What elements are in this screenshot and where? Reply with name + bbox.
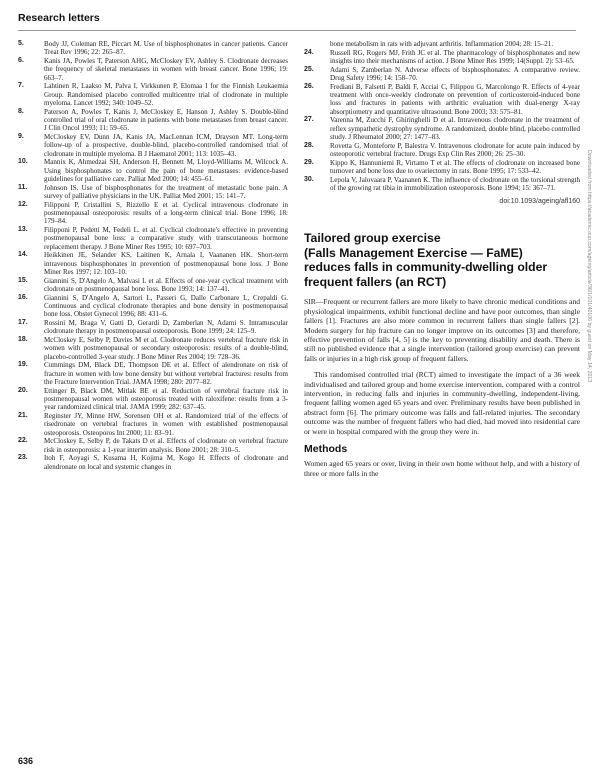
reference-number: 23. <box>18 454 28 462</box>
reference-text: Filipponi P, Pedetti M, Fedeli L. et al. Cyclical clodronate's effective in preventing postmenopausal bone loss: a comparative study with transcutaneous hormone replacement therapy. J Bone Miner Res 1995; 10: 697–703. <box>44 226 288 251</box>
reference-text: Filipponi P, Cristallini S, Rizzello E et al. Cyclical intravenous clodronate in postmenopausal osteoporosis: results of a long-term clinical trial. Bone 1996; 18: 179–84. <box>44 200 288 226</box>
reference-text: Cummings DM, Black DE, Thompson DE et al. Effect of alendronate on risk of fracture in women with low bone density but without vertebral fractures: results from the Fracture Intervention Trial. JAMA 1998; 280: 2077–82. <box>44 361 288 386</box>
reference-number: 19. <box>18 361 28 369</box>
reference-item <box>18 277 288 294</box>
reference-number: 25. <box>304 65 314 73</box>
reference-number: 7. <box>18 82 24 90</box>
reference-text: Ettinger B, Black DM, Mitlak BE et al. Reduction of vertebral fracture risk in postmenopausal women with osteoporosis treated with raloxifene: results from a 3-year randomized clinical trial. JAMA 1999; 282: 637–45. <box>44 386 288 412</box>
reference-number: 5. <box>18 40 24 47</box>
reference-text: Johnson IS. Use of bisphosphonates for the treatment of metastatic bone pain. A survey of palliative physicians in the UK. Palliat Med 2001; 15: 141–7. <box>44 183 288 200</box>
reference-text: Giannini S, D'Angelo A, Sartori L, Passeri G, Dalle Carbonare L, Crepaldi G. Continuous and cyclical clodronate therapies and bone density in postmenopausal bone loss. Obstet Gynecol 1996; 88: 431–6. <box>44 293 288 319</box>
reference-number: 15. <box>18 276 28 284</box>
letter-title-line: frequent fallers (an RCT) <box>304 274 447 289</box>
letter-paragraph: SIR—Frequent or recurrent fallers are more likely to have chronic medical conditions and physiological impairments, exhibit functional decline and have poor outcomes, than single fallers [1]. Fractures are also more common in recurrent fallers than single fallers [2]. Modern surgery for hip fracture can no longer improve on its outcomes [3] and therefore, effective prevention of falls [4, 5] is the key to preventing disability and death. There is still no published evidence that a single intervention (tailored group exercise) can prevent falls or injuries in a high risk group of frequent fallers. <box>304 297 580 363</box>
letter-title-line: reduces falls in community-dwelling older <box>304 260 548 275</box>
reference-number: 22. <box>18 437 28 445</box>
header-divider <box>18 30 576 31</box>
reference-text: Paterson A, Powles T, Kanis J, McCloskey E, Hanson J, Ashley S. Double-blind controlled trial of oral clodronate in patients with bone metastases from breast cancer. J Clin Oncol 1993; 11: 59–65. <box>44 107 288 133</box>
reference-item <box>18 361 288 386</box>
reference-text: Heikkinen JE, Selander KS, Laitinen K, Arnala I, Vaananen HK. Short-term intravenous bisphosphonates in prevention of postmenopausal bone loss. J Bone Miner Res 1997; 12: 103–10. <box>44 251 288 276</box>
reference-item <box>18 40 288 57</box>
reference-number: 29. <box>304 158 314 166</box>
reference-text: Rossini M, Braga V, Gatti D, Gerardi D, Zamberlan N, Adami S. Intramuscular clodronate therapy in postmenopausal osteoporosis. Bone 1999; 24: 125–9. <box>44 319 288 336</box>
reference-number: 10. <box>18 158 28 166</box>
reference-text: Adami S, Zamberlan N. Adverse effects of bisphosphonates: A comparative review. Drug Safety 1996; 14: 158–70. <box>330 65 580 83</box>
reference-item <box>18 57 288 82</box>
methods-paragraph: Women aged 65 years or over, living in their own home without help, and with a history of three or more falls in the <box>304 459 580 478</box>
reference-number: 18. <box>18 336 28 344</box>
reference-number: 9. <box>18 133 24 141</box>
reference-number: 17. <box>18 319 28 327</box>
reference-item <box>18 108 288 133</box>
reference-item <box>18 201 288 226</box>
reference-item <box>18 294 288 319</box>
reference-text: Kippo K, Hannuniemi R, Virtamo T et al. The effects of clodronate on increased bone turnover and bone loss due to ovariectomy in rats. Bone 1995; 17: 533–42. <box>330 158 580 176</box>
reference-text: McCloskey EV, Dunn JA, Kanis JA, MacLennan ICM, Drayson MT. Long-term follow-up of a prospective, double-blind, placebo-controlled randomised trial of clodronate in multiple myeloma. B J Haematol 2001; 113: 1035–43. <box>44 133 288 158</box>
right-column <box>304 40 580 485</box>
reference-list-right <box>304 40 580 192</box>
reference-text: Varenna M, Zucchi F, Ghiringhelli D et al. Intravenous clodronate in the treatment of reflex sympathetic dystrophy syndrome. A randomized, double blind, placebo controlled study. J Rheumatol 2000; 27: 1477–83. <box>330 116 580 142</box>
reference-number: 8. <box>18 107 24 115</box>
reference-item <box>304 142 580 159</box>
methods-heading: Methods <box>304 443 348 456</box>
download-watermark: Downloaded from https://academic.oup.com/ageing/article/36/1/101/40106 by guest on May 14, 2013 <box>586 150 592 383</box>
reference-text: Body JJ, Coleman RE, Piccart M. Use of bisphosphonates in cancer patients. Cancer Treat Rev 1996; 22: 265–87. <box>44 40 288 57</box>
letter-paragraph: This randomised controlled trial (RCT) aimed to investigate the impact of a 36 week individualised and tailored group and home exercise intervention, compared with a control intervention, in reducing falls and injuries in community-dwelling, independent-living, frequent falling women aged 65 years and over. Preliminary results have been published in abstract form [6]. The primary outcome was falls and fall-related injuries. The secondary outcome was the number of frequent fallers who had died, had moved into residential care or were in hospital compared with the group they were in. <box>304 370 580 436</box>
reference-text: Reginster JY, Minne HW, Sorensen OH et al. Randomized trial of the effects of risedronate on vertebral fractures in women with established postmenopausal osteoporosis. Osteoporos Int 2000; 11: 83–91. <box>44 412 288 437</box>
reference-item <box>304 159 580 176</box>
reference-text: Itoh F, Aoyagi S, Kusama H, Kojima M, Kogo H. Effects of clodronate and alendronate on local and systemic changes in <box>44 454 288 471</box>
reference-item <box>18 251 288 276</box>
doi-link[interactable]: doi:10.1093/ageing/afl160 <box>499 198 580 206</box>
reference-number: 14. <box>18 251 28 259</box>
reference-item <box>304 40 580 48</box>
reference-item <box>18 184 288 201</box>
reference-number: 28. <box>304 141 314 149</box>
reference-number: 13. <box>18 226 28 234</box>
reference-item <box>304 66 580 83</box>
reference-text: Frediani B, Falsetti P, Baldi F, Acciai C, Filippou G, Marcolongo R. Effects of 4-year treatment with once-weekly clodronate on prevention of corticosteroid-induced bone loss and fractures in patients with arthritic evaluation with dual-energy X-ray absorptiometry and quantitative ultrasound. Bone 2003; 33: 575–81. <box>330 82 580 116</box>
reference-number: 12. <box>18 200 28 208</box>
reference-text: bone metabolism in rats with adjuvant arthritis. Inflammation 2004; 28: 15–21. <box>330 40 554 48</box>
reference-number: 20. <box>18 386 28 394</box>
reference-number: 27. <box>304 116 314 124</box>
reference-text: Rovetta G, Monteforte P, Balestra V. Intravenous clodronate for acute pain induced by osteoporotic vertebral fracture. Drugs Exp Clin Res 2000; 26: 25–30. <box>330 141 580 159</box>
reference-item <box>18 412 288 437</box>
reference-text: Lepola V, Jalovaara P, Vaananen K. The influence of clodronate on the torsional strength of the growing rat tibia in immobilization osteoporosis. Bone 1994; 15: 367–71. <box>330 175 580 193</box>
left-column <box>18 40 288 471</box>
reference-item <box>18 387 288 412</box>
reference-text: Giannini S, D'Angelo A, Malvasi L et al. Effects of one-year cyclical treatment with clodronate on postmenopausal bone loss. Bone 1993; 14: 137–41. <box>44 276 288 293</box>
reference-number: 24. <box>304 48 314 56</box>
reference-item <box>18 82 288 107</box>
reference-text: Russell RG, Rogers MJ, Frith JC et al. The pharmacology of bisphosphonates and new insights into their mechanisms of action. J Bone Miner Res 1999; 14(Suppl. 2): 53–65. <box>330 48 580 66</box>
reference-text: Mannix K, Ahmedzai SH, Anderson H, Bennett M, Lloyd-Williams M, Wilcock A. Using bisphosphonates to control the pain of bone metastases: evidence-based guidelines for palliative care. Palliat Med 2000; 14: 455–61. <box>44 158 288 183</box>
reference-text: McCloskey E, Selby P, Davies M et al. Clodronate reduces vertebral fracture risk in women with postmenopausal or secondary osteoporosis: results of a double-blind, placebo-controlled 3-year study. J Bone Miner Res 2004; 19: 728–36. <box>44 336 288 361</box>
reference-item <box>18 158 288 183</box>
reference-item <box>304 49 580 66</box>
letter-title-line: (Falls Management Exercise — FaME) <box>304 245 523 260</box>
reference-number: 30. <box>304 175 314 183</box>
letter-title <box>304 231 580 289</box>
reference-item <box>304 83 580 116</box>
reference-list-left <box>18 40 288 471</box>
letter-title-line: Tailored group exercise <box>304 231 441 246</box>
reference-item <box>18 437 288 454</box>
reference-item <box>18 336 288 361</box>
reference-text: Lahtinen R, Laakso M, Palva I, Virkkunen P, Elomaa I for the Finnish Leukaemia Group. Randomised placebo controlled multicentre trial of clodronate in multiple myeloma. Lancet 1992; 340: 1049–52. <box>44 82 288 107</box>
reference-number: 21. <box>18 412 28 420</box>
reference-item <box>304 176 580 193</box>
reference-text: Kanis JA, Powles T, Paterson AHG, McCloskey EV, Ashley S. Clodronate decreases the frequency of skeletal metastases in women with breast cancer. Bone 1996; 19: 663–7. <box>44 57 288 82</box>
section-label: Research letters <box>18 12 100 24</box>
reference-item <box>304 116 580 141</box>
reference-number: 6. <box>18 57 24 65</box>
reference-text: McCloskey E, Selby P, de Takats D et al. Effects of clodronate on vertebral fracture risk in osteoporosis: a 1-year interim analysis. Bone 2001; 28: 310–5. <box>44 437 288 454</box>
reference-item <box>18 133 288 158</box>
reference-item <box>18 454 288 471</box>
reference-item <box>18 319 288 336</box>
reference-number: 16. <box>18 293 28 301</box>
page-number: 636 <box>18 756 34 766</box>
reference-item <box>18 226 288 251</box>
reference-number: 11. <box>18 183 28 191</box>
reference-number: 26. <box>304 82 314 90</box>
